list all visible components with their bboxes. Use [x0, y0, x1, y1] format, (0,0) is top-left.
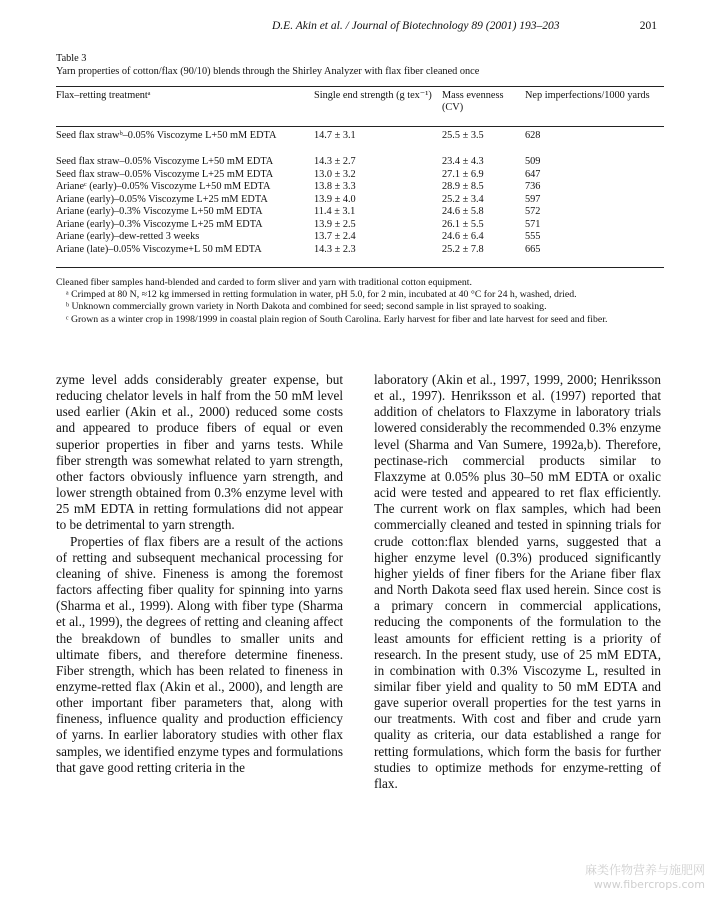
column-header: Single end strength (g tex⁻¹) — [314, 90, 432, 101]
table-cell: 27.1 ± 6.9 — [442, 168, 484, 180]
table-row — [56, 181, 664, 194]
table-cell: Seed flax straw–0.05% Viscozyme L+25 mM EDTA — [56, 168, 274, 180]
table-cell: Ariane (late)–0.05% Viscozyme+L 50 mM EDTA — [56, 243, 262, 255]
table-cell: Seed flax straw–0.05% Viscozyme L+50 mM EDTA — [56, 156, 274, 167]
table-cell: 571 — [525, 218, 541, 230]
table-cell: 13.0 ± 3.2 — [314, 168, 356, 180]
footnote-c: ᶜ Grown as a winter crop in 1998/1999 in coastal plain region of South Carolina. Early harvest for fiber and late harvest for seed and fiber. — [66, 313, 608, 325]
table-row — [56, 206, 664, 219]
table-cell: 28.9 ± 8.5 — [442, 181, 484, 192]
table-cell: 13.7 ± 2.4 — [314, 231, 356, 242]
table-cell: 14.7 ± 3.1 — [314, 130, 356, 141]
table-cell: 665 — [525, 243, 541, 255]
table-cell: 14.3 ± 2.3 — [314, 243, 356, 255]
footnote-a: ᵃ Crimped at 80 N, ≈12 kg immersed in retting formulation in water, pH 5.0, for 2 min, incubated at 40 °C for 24 h, washed, dried. — [66, 289, 577, 301]
table-caption-block — [56, 52, 666, 78]
table-cell: Arianeᶜ (early)–0.05% Viscozyme L+50 mM EDTA — [56, 181, 271, 192]
table-cell: 24.6 ± 5.8 — [442, 206, 484, 217]
paragraph: Properties of flax fibers are a result of the actions of retting and subsequent mechanical processing for cleaning of shive. Fineness is among the foremost factors affecting fiber quality for spinning into yarns (Sharma et al., 1999). Along with fiber type (Sharma et al., 1999), the degrees of retting and cleaning affect the breakdown of bundles to smaller units and ultimate fibers, and therefore determine fineness. Fiber strength, which has been related to fineness in enzyme-retted flax (Akin et al., 2000), and length are other important fiber parameters that, along with fineness, influence quality and production efficiency of yarns. In earlier laboratory studies with other flax samples, we identified enzyme types and formulations that gave good retting criteria in the — [56, 533, 343, 775]
table-note: Cleaned fiber samples hand-blended and carded to form sliver and yarn with traditional cotton equipment. — [56, 277, 472, 288]
table-row — [56, 231, 664, 244]
table-cell: 572 — [525, 206, 541, 217]
table-cell: 13.8 ± 3.3 — [314, 181, 356, 192]
table-row — [56, 130, 664, 156]
table-cell: 25.2 ± 3.4 — [442, 193, 484, 205]
table-cell: 509 — [525, 156, 541, 167]
body-column-left — [56, 372, 343, 776]
table-header-rule — [56, 126, 664, 127]
table-cell: 25.5 ± 3.5 — [442, 130, 484, 141]
table-cell: 11.4 ± 3.1 — [314, 206, 356, 217]
table-row — [56, 219, 664, 232]
journal-citation: D.E. Akin et al. / Journal of Biotechnology 89 (2001) 193–203 — [272, 20, 560, 32]
table-cell: 628 — [525, 130, 541, 141]
running-header — [56, 20, 657, 36]
table-row — [56, 156, 664, 169]
table-cell: 24.6 ± 6.4 — [442, 231, 484, 242]
table-row — [56, 244, 664, 257]
table-cell: Ariane (early)–0.3% Viscozyme L+25 mM EDTA — [56, 218, 263, 230]
footnote-b: ᵇ Unknown commercially grown variety in North Dakota and combined for seed; second sample in list sprayed to soaking. — [66, 301, 547, 313]
table-header-row — [56, 90, 664, 126]
table-cell: 23.4 ± 4.3 — [442, 156, 484, 167]
watermark-line: www.fibercrops.com — [593, 878, 705, 891]
table-cell: 25.2 ± 7.8 — [442, 243, 484, 255]
paragraph: zyme level adds considerably greater expense, but reducing chelator levels in half from the 50 mM level used earlier (Akin et al., 2000) reduced some costs and appeared to produce fibers of equal or even superior properties in fiber and yarns tests. While fiber strength was somewhat related to yarn strength, other factors obviously influence yarn strength, and lower strength obtained from 0.3% enzyme level with 25 mM EDTA in retting formulations did not appear to be detrimental to yarn strength. — [56, 372, 343, 533]
table-cell: 26.1 ± 5.5 — [442, 218, 484, 230]
table-footnotes — [56, 277, 666, 326]
watermark-line: 麻类作物营养与施肥网 — [584, 863, 705, 877]
table-cell: Ariane (early)–0.05% Viscozyme L+25 mM EDTA — [56, 193, 268, 205]
column-header: Nep imperfections/1000 yards — [525, 90, 650, 101]
page-number: 201 — [639, 20, 657, 32]
table-cell: 647 — [525, 168, 541, 180]
table-top-rule — [56, 86, 664, 87]
table-cell: Seed flax strawᵇ–0.05% Viscozyme L+50 mM EDTA — [56, 130, 277, 141]
table-row — [56, 194, 664, 207]
table-cell: 14.3 ± 2.7 — [314, 156, 356, 167]
table-caption: Yarn properties of cotton/flax (90/10) blends through the Shirley Analyzer with flax fiber cleaned once — [56, 66, 480, 77]
body-column-right — [374, 372, 661, 792]
table-cell: Ariane (early)–dew-retted 3 weeks — [56, 231, 200, 242]
column-header: Mass evenness (CV) — [442, 90, 504, 113]
table-row — [56, 169, 664, 182]
watermark — [585, 861, 705, 891]
table-cell: 736 — [525, 181, 541, 192]
table-cell: 555 — [525, 231, 541, 242]
paragraph: laboratory (Akin et al., 1997, 1999, 2000; Henriksson et al., 1997). Henriksson et al. (1997) reported that addition of chelators to Flaxzyme in laboratory trials lowered considerably the recommended 0.3% enzyme level (Sharma and Van Sumere, 1992a,b). Therefore, pectinase-rich commercial products similar to Flaxzyme at 0.05% plus 30–50 mM EDTA or oxalic acid were tested and appeared to ret flax efficiently. The current work on flax samples, which had been commercially cleaned and tested in spinning trials for crude cotton:flax blended yarns, suggested that a higher enzyme level (0.3%) produced significantly higher yields of finer fibers for the Ariane fiber flax and North Dakota seed flax used herein. Since cost is a primary concern in commercial applications, reducing the components of the formulation to the least amounts for efficient retting is a priority of research. In the present study, use of 25 mM EDTA, in combination with 0.3% Viscozyme L, resulted in similar fiber yield and quality to 50 mM EDTA and gave superior overall properties for the test yarns in our treatments. With cost and fiber and crude yarn quality as criteria, our data established a range for retting formulations, which form the basis for further studies to optimize methods for enzyme-retting of flax. — [374, 372, 661, 791]
table-bottom-rule — [56, 267, 664, 268]
table-cell: 13.9 ± 4.0 — [314, 193, 356, 205]
column-header: Flax–retting treatmentᵃ — [56, 90, 151, 101]
table-cell: 597 — [525, 193, 541, 205]
table-label: Table 3 — [56, 53, 87, 64]
yarn-properties-table — [56, 90, 664, 255]
table-cell: Ariane (early)–0.3% Viscozyme L+50 mM EDTA — [56, 206, 263, 217]
table-cell: 13.9 ± 2.5 — [314, 218, 356, 230]
